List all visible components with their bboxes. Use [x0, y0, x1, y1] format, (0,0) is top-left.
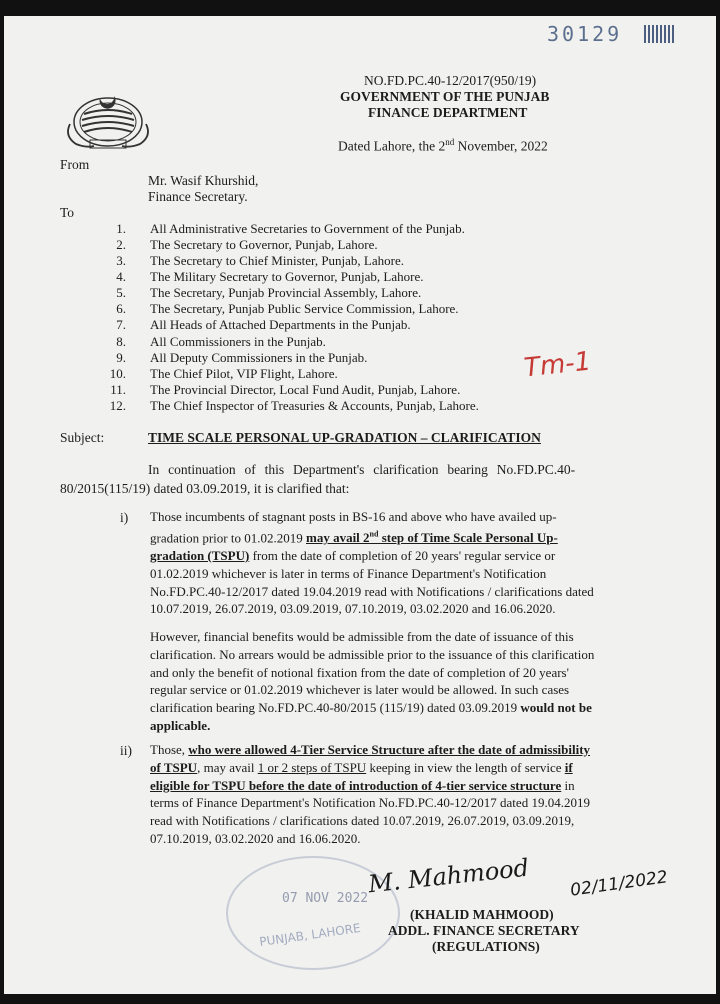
- item-i-paragraph-2: [150, 628, 648, 735]
- item-ii-line: 07.10.2019, 03.02.2020 and 16.06.2020.: [150, 830, 361, 846]
- item-ii-line: terms of Finance Department's Notification No.FD.PC.40-12/2017 dated 19.04.2019: [150, 795, 590, 811]
- item-i-line: 01.02.2019 whichever is later in terms of Finance Department's Notification: [150, 565, 547, 581]
- subject-label: Subject:: [60, 430, 105, 445]
- item-i-line: clarification. No arrears would be admissible prior to the issuance of this clarification: [150, 646, 595, 662]
- item-i-marker: i): [120, 510, 129, 525]
- item-i-line: gradation (TSPU) from the date of completion of 20 years' regular service or: [150, 547, 556, 563]
- to-label: To: [60, 205, 75, 220]
- signatory-designation: ADDL. FINANCE SECRETARY: [388, 923, 580, 938]
- received-stamp-place: PUNJAB, LAHORE: [258, 920, 362, 950]
- punjab-emblem-logo: [60, 84, 156, 161]
- subject-text: TIME SCALE PERSONAL UP-GRADATION – CLARIFICATION: [148, 430, 541, 445]
- list-item: 11. The Provincial Director, Local Fund Audit, Punjab, Lahore.: [110, 382, 461, 397]
- item-i-line: However, financial benefits would be admissible from the date of issuance of this: [150, 629, 574, 644]
- signatory-wing: (REGULATIONS): [432, 939, 540, 954]
- signature-handwriting: M. Mahmood: [366, 853, 531, 899]
- list-item: 1. All Administrative Secretaries to Government of the Punjab.: [116, 221, 465, 236]
- diary-number-stamp: 30129: [547, 22, 623, 46]
- barcode-icon: [644, 25, 674, 43]
- dated-line: Dated Lahore, the 2nd November, 2022: [338, 137, 548, 154]
- item-i-line: regular service or 01.02.2019 whichever is later would be allowed. In such cases: [150, 682, 570, 698]
- item-ii-paragraph: [150, 741, 648, 848]
- signatory-name: (KHALID MAHMOOD): [410, 907, 554, 922]
- list-item: 9. All Deputy Commissioners in the Punjab.: [116, 350, 368, 365]
- list-item: 12. The Chief Inspector of Treasuries & Accounts, Punjab, Lahore.: [109, 398, 479, 413]
- item-i-line: and only the benefit of notional fixation from the date of completion of 20 years': [150, 664, 569, 680]
- item-i-line: No.FD.PC.40-12/2017 dated 19.04.2019 read with Notifications / clarifications dated: [150, 583, 594, 599]
- sender-title: Finance Secretary.: [148, 189, 248, 204]
- list-item: 6. The Secretary, Punjab Public Service Commission, Lahore.: [116, 301, 459, 316]
- item-i-line: Those incumbents of stagnant posts in BS-16 and above who have availed up-: [150, 509, 557, 524]
- handwritten-note: Tm-1: [522, 346, 593, 384]
- signature-date: 02/11/2022: [569, 867, 669, 901]
- reference-number: NO.FD.PC.40-12/2017(950/19): [364, 73, 537, 88]
- received-stamp-date: 07 NOV 2022: [282, 891, 369, 906]
- list-item: 4. The Military Secretary to Governor, Punjab, Lahore.: [116, 269, 424, 284]
- list-item: 2. The Secretary to Governor, Punjab, Lahore.: [116, 237, 378, 252]
- intro-line-2: 80/2015(115/19) dated 03.09.2019, it is clarified that:: [60, 481, 350, 496]
- item-ii-line: eligible for TSPU before the date of introduction of 4-tier service structure in: [150, 777, 575, 793]
- item-i-line: applicable.: [150, 717, 211, 733]
- intro-line-1: In continuation of this Department's clarification bearing No.FD.PC.40-: [148, 462, 576, 477]
- item-ii-line: Those, who were allowed 4-Tier Service Structure after the date of admissibility: [150, 742, 591, 757]
- list-item: 10. The Chief Pilot, VIP Flight, Lahore.: [109, 366, 338, 381]
- list-item: 5. The Secretary, Punjab Provincial Assembly, Lahore.: [116, 285, 422, 300]
- item-ii-line: of TSPU, may avail 1 or 2 steps of TSPU keeping in view the length of service if: [150, 759, 573, 775]
- item-i-line: 10.07.2019, 26.07.2019, 03.09.2019, 07.10.2019, 03.02.2020 and 16.06.2020.: [150, 601, 556, 617]
- list-item: 3. The Secretary to Chief Minister, Punjab, Lahore.: [116, 253, 404, 268]
- department-title: FINANCE DEPARTMENT: [368, 105, 528, 120]
- list-item: 8. All Commissioners in the Punjab.: [116, 334, 326, 349]
- item-i-paragraph-1: [150, 508, 648, 618]
- sender-name: Mr. Wasif Khurshid,: [148, 173, 259, 188]
- from-label: From: [60, 157, 90, 172]
- list-item: 7. All Heads of Attached Departments in the Punjab.: [116, 317, 411, 332]
- item-ii-marker: ii): [120, 743, 132, 758]
- item-i-line: gradation prior to 01.02.2019 may avail 2nd step of Time Scale Personal Up-: [150, 529, 558, 546]
- government-title: GOVERNMENT OF THE PUNJAB: [340, 89, 550, 104]
- item-i-line: clarification bearing No.FD.PC.40-80/2015 (115/19) dated 03.09.2019 would not be: [150, 700, 592, 716]
- letter-page: [4, 16, 716, 994]
- item-ii-line: read with Notifications / clarifications dated 10.07.2019, 26.07.2019, 03.09.2019,: [150, 813, 575, 829]
